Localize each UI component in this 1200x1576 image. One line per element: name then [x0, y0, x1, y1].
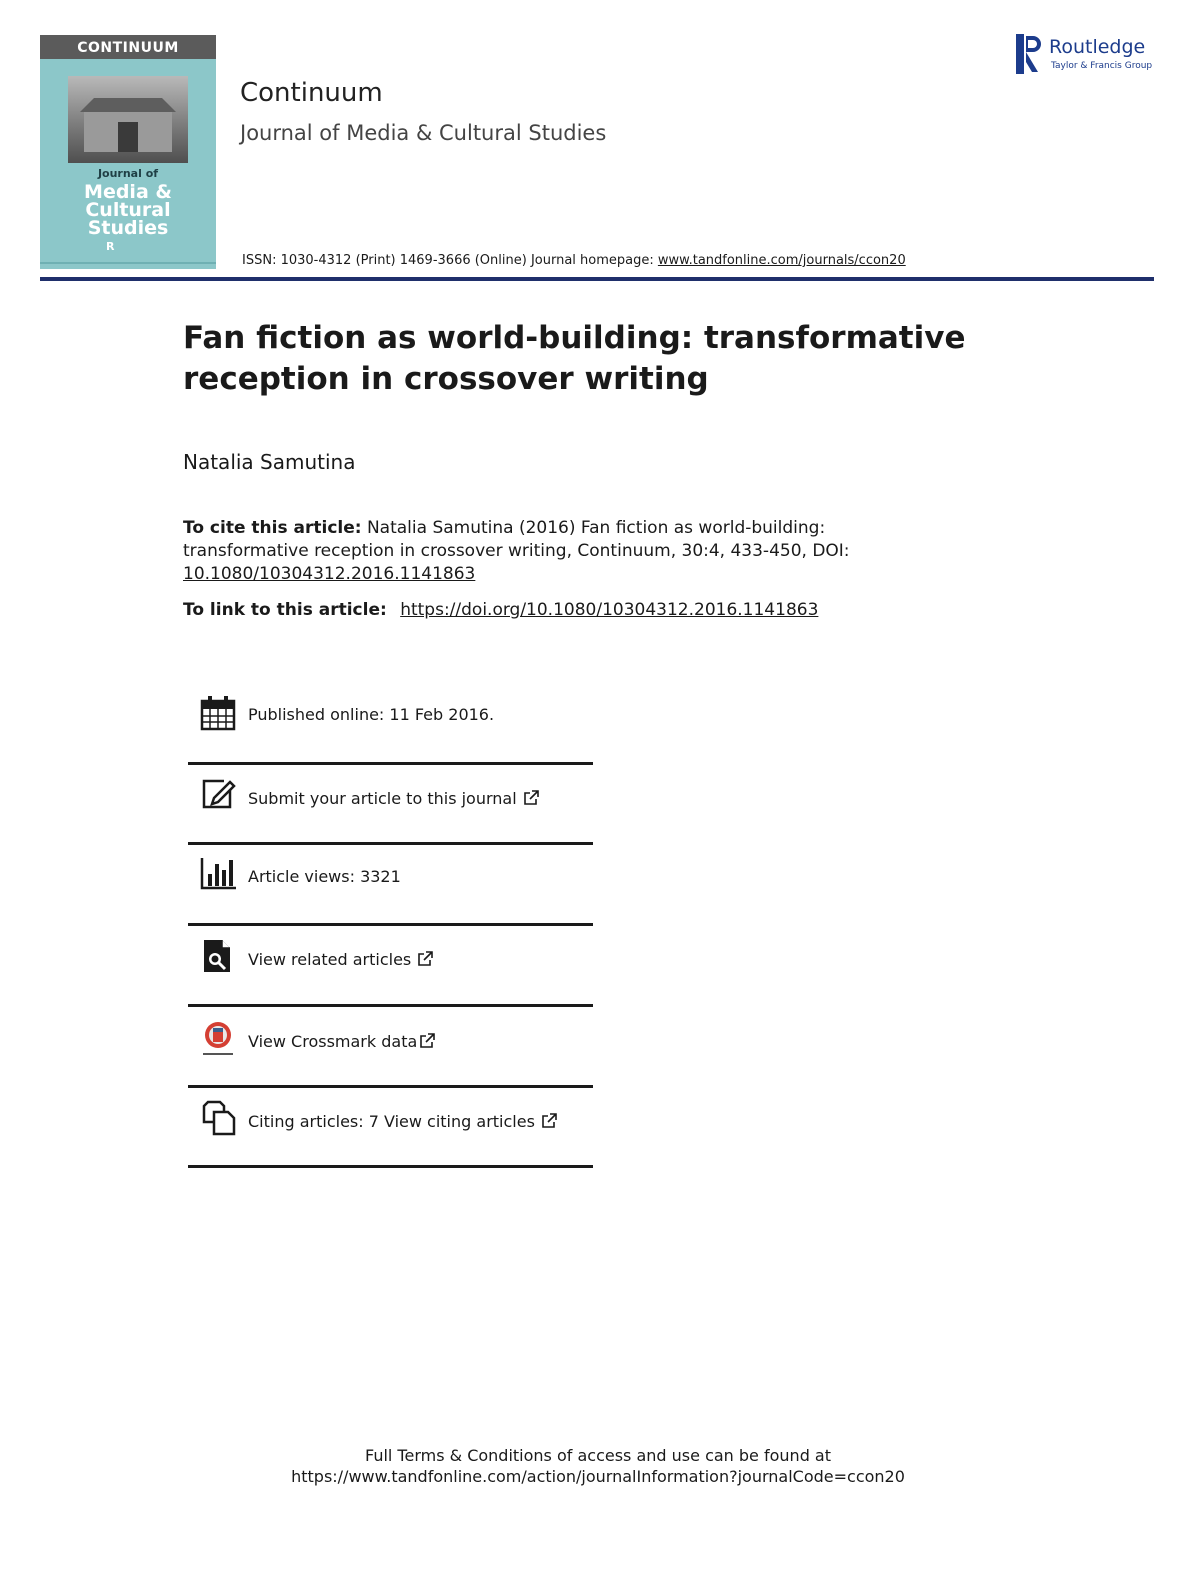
citation-block: [183, 517, 903, 586]
article-author: Natalia Samutina: [183, 450, 356, 474]
submit-article-link[interactable]: [248, 789, 539, 808]
article-title-line-2: reception in crossover writing: [183, 361, 709, 397]
article-views-text: Article views: 3321: [248, 867, 401, 886]
search-document-icon: [200, 938, 236, 974]
copy-documents-icon: [200, 1100, 236, 1136]
info-divider: [188, 842, 593, 845]
crossmark-row[interactable]: [188, 1020, 593, 1100]
cover-small-title: Journal of: [97, 167, 159, 180]
crossmark-icon: [200, 1020, 236, 1056]
citing-articles-row[interactable]: [188, 1100, 593, 1180]
external-link-icon: [417, 951, 433, 967]
published-online-text: Published online: 11 Feb 2016.: [248, 705, 495, 724]
publisher-logo: [1016, 34, 1156, 74]
submit-article-text: Submit your article to this journal: [248, 789, 517, 808]
cover-house-roof: [80, 98, 176, 112]
cover-band: CONTINUUM: [40, 35, 216, 59]
cover-house-door: [118, 122, 138, 152]
footer-terms-link[interactable]: https://www.tandfonline.com/action/journalInformation?journalCode=ccon20: [291, 1467, 905, 1486]
journal-name: Continuum: [240, 78, 383, 108]
article-title: [183, 318, 983, 400]
info-divider: [188, 923, 593, 926]
info-divider: [188, 1085, 593, 1088]
cover-big-title-2: Cultural: [85, 199, 171, 221]
external-link-icon: [541, 1113, 557, 1129]
related-articles-text: View related articles: [248, 950, 412, 969]
external-link-icon: [523, 790, 539, 806]
cite-label: To cite this article:: [183, 518, 362, 538]
cite-doi-link[interactable]: 10.1080/10304312.2016.1141863: [183, 564, 476, 584]
info-divider: [188, 1165, 593, 1168]
external-link-icon: [419, 1033, 435, 1049]
article-title-line-1: Fan fiction as world-building: transformative: [183, 320, 966, 356]
cover-issue-line: [40, 262, 216, 264]
citing-articles-text: Citing articles: 7 View citing articles: [248, 1112, 535, 1131]
article-doi-link[interactable]: https://doi.org/10.1080/10304312.2016.1141863: [400, 600, 819, 620]
routledge-logo-icon: [1016, 34, 1044, 74]
calendar-icon: [200, 695, 236, 731]
terms-footer: [0, 1445, 1196, 1487]
bar-chart-icon: [200, 856, 236, 892]
info-divider: [188, 1004, 593, 1007]
issn-line: [242, 253, 906, 268]
cover-big-title-1: Media &: [84, 181, 172, 203]
cover-photo: [68, 76, 188, 163]
journal-homepage-link[interactable]: www.tandfonline.com/journals/ccon20: [657, 253, 906, 268]
edit-icon: [200, 776, 236, 812]
header-divider: [40, 277, 1154, 281]
info-divider: [188, 762, 593, 765]
journal-cover-image: [40, 35, 216, 269]
citing-articles-link[interactable]: [248, 1112, 557, 1131]
footer-terms-text: Full Terms & Conditions of access and use can be found at: [364, 1446, 832, 1465]
related-articles-link[interactable]: [248, 950, 433, 969]
article-link-line: [183, 600, 818, 620]
crossmark-link[interactable]: [248, 1032, 435, 1051]
crossmark-text: View Crossmark data: [248, 1032, 418, 1051]
journal-subtitle: Journal of Media & Cultural Studies: [240, 121, 607, 145]
publisher-name: Routledge: [1049, 36, 1146, 58]
cover-big-title-3: Studies: [87, 217, 169, 239]
issn-text: ISSN: 1030-4312 (Print) 1469-3666 (Online) Journal homepage:: [242, 253, 654, 268]
cover-publisher-logo: R: [106, 240, 115, 253]
link-label: To link to this article:: [183, 600, 387, 620]
cite-text: Natalia Samutina (2016) Fan fiction as world-building: transformative reception in crossover writing, Continuum, 30:4, 433-450, DOI:: [183, 518, 850, 561]
publisher-tagline: Taylor & Francis Group: [1051, 61, 1153, 71]
